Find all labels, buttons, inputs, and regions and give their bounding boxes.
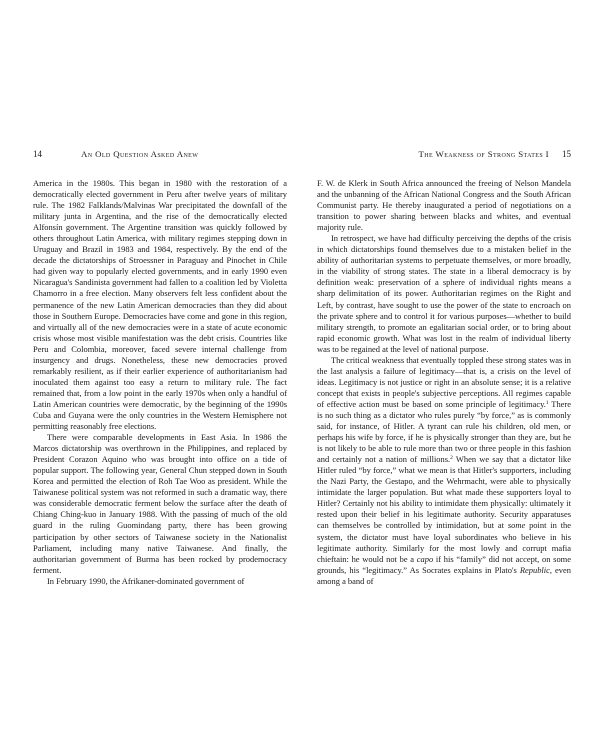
italic-text: Republic [519, 564, 550, 575]
paragraph: F. W. de Klerk in South Africa announced the freeing of Nelson Mandela and the unbanning of the African National Congress and the South African Communist party. He thereby inaugurated a period of negotiations on a transition to power sharing between blacks and whites, and eventual majority rule. [317, 178, 571, 233]
text-run: The critical weakness that eventually toppled these strong states was in the last analysis a failure of legitimacy—that is, a crisis on the level of ideas. Legitimacy is not justice or right in an absolute sense; it is a relative concept that exists in people's subjective perceptions. All regimes capable of effective action must be based on some principle of legitimacy. [317, 354, 571, 409]
footnote-ref: 1 [545, 399, 549, 406]
italic-text: capo [416, 553, 434, 564]
paragraph: In February 1990, the Afrikaner-dominated government of [47, 575, 245, 586]
running-head [317, 148, 571, 160]
running-head-title: The Weakness of Strong States I [418, 149, 549, 159]
body-text [317, 178, 571, 587]
paragraph: America in the 1980s. This began in 1980 with the restoration of a democratically elected government in Peru after twelve years of military rule. The 1982 Falklands/Malvinas War precipitated the downfall of the military junta in Argentina, and the rise of the democratically elected Alfonsín government. The Argentine transition was quickly followed by others throughout Latin America, with military regimes stepping down in Uruguay and Brazil in 1983 and 1984, respectively. By the end of the decade the dictatorships of Stroessner in Paraguay and Pinochet in Chile had given way to popularly elected governments, and in early 1990 even Nicaragua's Sandinista government had fallen to a coalition led by Violetta Chamorro in a free election. Many observers felt less confident about the permanence of the new Latin American democracies than they did about those in Southern Europe. Democracies have come and gone in this region, and virtually all of the new democracies were in a state of acute economic crisis whose most visible manifestation was the debt crisis. Countries like Peru and Colombia, moreover, faced severe internal challenge from insurgency and drugs. Nonetheless, these new democracies proved remarkably resilient, as if their earlier experience of authoritarianism had inoculated them against too easy a return to military rule. The fact remained that, from a low point in the early 1970s when only a handful of Latin American countries were democratic, by the beginning of the 1990s Cuba and Guyana were the only countries in the Western Hemisphere not permitting reasonably free elections. [33, 178, 287, 432]
footnote-ref: 2 [450, 455, 453, 462]
running-head [33, 148, 287, 160]
text-run: point in the system, the dictator must have loyal subordinates who believe in his legitimate authority. Similarly for the most lowly and corrupt mafia chieftain: he would not be a [317, 520, 571, 564]
text-run: There is no such thing as a dictator who rules purely “by force,” as is commonly said, for instance, of Hitler. A tyrant can rule his children, old men, or perhaps his wife by force, if he is physically stronger than they are, but he is not likely to be able to rule more than two or three people in this fashion and certainly not a nation of millions. [317, 398, 571, 465]
paragraph: There were comparable developments in East Asia. In 1986 the Marcos dictatorship was overthrown in the Philippines, and replaced by President Corazon Aquino who was brought into office on a tide of popular support. The following year, General Chun stepped down in South Korea and permitted the election of Roh Tae Woo as president. While the Taiwanese political system was not reformed in such a dramatic way, there was considerable democratic ferment below the surface after the death of Chiang Ching-kuo in January 1988. With the passing of much of the old guard in the ruling Guomindang party, there has been growing participation by other sectors of Taiwanese society in the Nationalist Parliament, including many native Taiwanese. And finally, the authoritarian government of Burma has been rocked by prodemocracy ferment. [33, 432, 287, 575]
page-number: 14 [33, 149, 42, 159]
paragraph: In retrospect, we have had difficulty perceiving the depths of the crisis in which dictatorships found themselves due to a mistaken belief in the ability of authoritarian systems to perpetuate themselves, or more broadly, in the viability of strong states. The state in a liberal democracy is by definition weak: preservation of a sphere of individual rights means a sharp delimitation of its power. Authoritarian regimes on the Right and Left, by contrast, have sought to use the power of the state to encroach on the private sphere and to control it for various purposes—whether to build military strength, to promote an egalitarian social order, or to bring about rapid economic growth. What was lost in the realm of individual liberty was to be regained at the level of national purpose. [317, 233, 571, 354]
right-page [300, 0, 600, 750]
text-run: When we say that a dictator like Hitler ruled “by force,” what we mean is that Hitler's supporters, including the Nazi Party, the Gestapo, and the Wehrmacht, were able to physically intimidate the larger population. But what made these supporters loyal to Hitler? Certainly not his ability to intimidate them physically: ultimately it rested upon their belief in his legitimate authority. Security apparatuses can themselves be controlled by intimidation, but at [317, 454, 571, 531]
body-text [33, 178, 287, 587]
paragraph [317, 355, 571, 587]
text-run: if his “family” did not accept, on some grounds, his “legitimacy.” As Socrates explains in Plato's [317, 553, 571, 575]
running-head-title: An Old Question Asked Anew [81, 149, 199, 159]
italic-text: some [507, 520, 526, 531]
text-run: , even among a band of [317, 564, 571, 586]
page-number: 15 [562, 149, 571, 159]
